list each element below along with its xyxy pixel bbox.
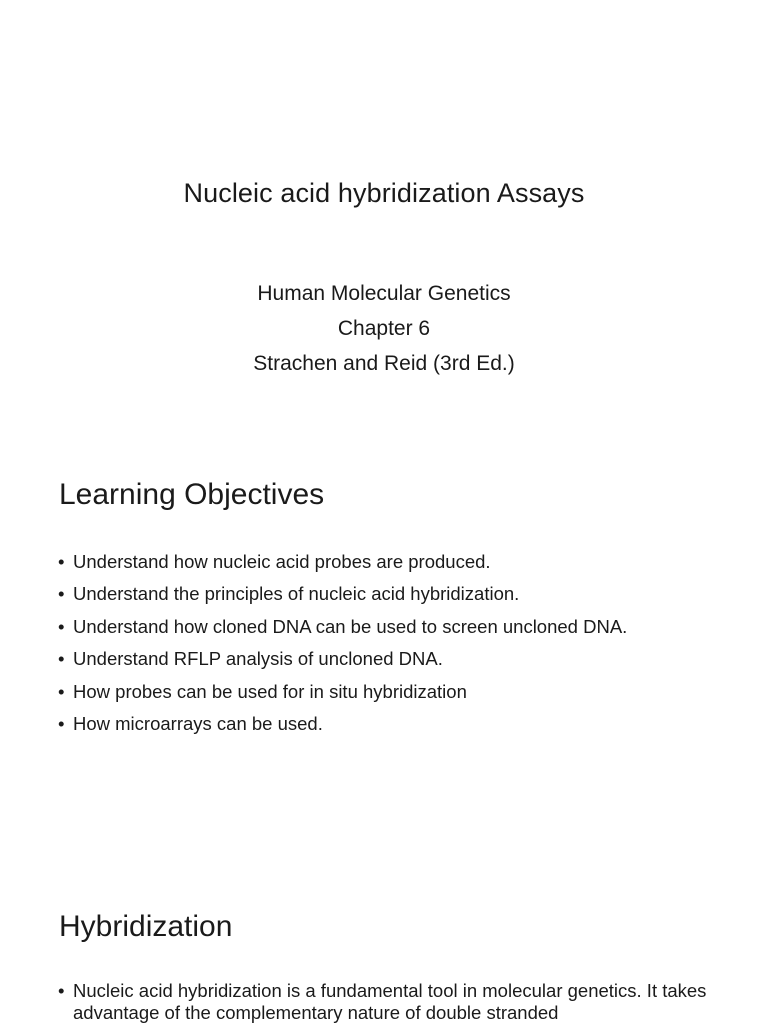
list-item-text: How microarrays can be used. [73, 713, 323, 735]
list-item [58, 546, 627, 578]
hybridization-list [58, 980, 718, 1024]
slide-title [0, 0, 768, 432]
list-item [58, 708, 627, 740]
list-item [58, 578, 627, 610]
bullet-icon: • [58, 680, 65, 702]
list-item-text: Understand the principles of nucleic acid hybridization. [73, 583, 520, 605]
list-item-text: Understand RFLP analysis of uncloned DNA. [73, 648, 443, 670]
subtitle-line-source: Strachen and Reid (3rd Ed.) [253, 352, 515, 375]
slide-hybridization [0, 864, 768, 1024]
list-item-text: Nucleic acid hybridization is a fundamental tool in molecular genetics. It takes advantage of the complementary nature of double stranded [73, 980, 707, 1023]
list-item-text: How probes can be used for in situ hybridization [73, 680, 467, 702]
list-item [58, 611, 627, 643]
slide-heading: Hybridization [59, 910, 233, 943]
list-item-text: Understand how nucleic acid probes are produced. [73, 551, 491, 572]
presentation-subtitle [0, 276, 768, 381]
list-item-text: Understand how cloned DNA can be used to screen uncloned DNA. [73, 615, 628, 637]
slide-heading: Learning Objectives [59, 478, 325, 511]
list-item [58, 980, 718, 1024]
bullet-icon: • [58, 713, 65, 735]
subtitle-line-course: Human Molecular Genetics [257, 282, 511, 305]
list-item [58, 676, 627, 708]
subtitle-line-chapter: Chapter 6 [337, 317, 431, 340]
bullet-icon: • [58, 615, 65, 637]
bullet-icon: • [58, 648, 65, 670]
bullet-icon: • [58, 583, 65, 605]
objectives-list [58, 546, 627, 740]
bullet-icon: • [58, 551, 65, 572]
slide-learning-objectives [0, 432, 768, 864]
bullet-icon: • [58, 980, 65, 1001]
presentation-title: Nucleic acid hybridization Assays [183, 178, 585, 208]
list-item [58, 643, 627, 675]
